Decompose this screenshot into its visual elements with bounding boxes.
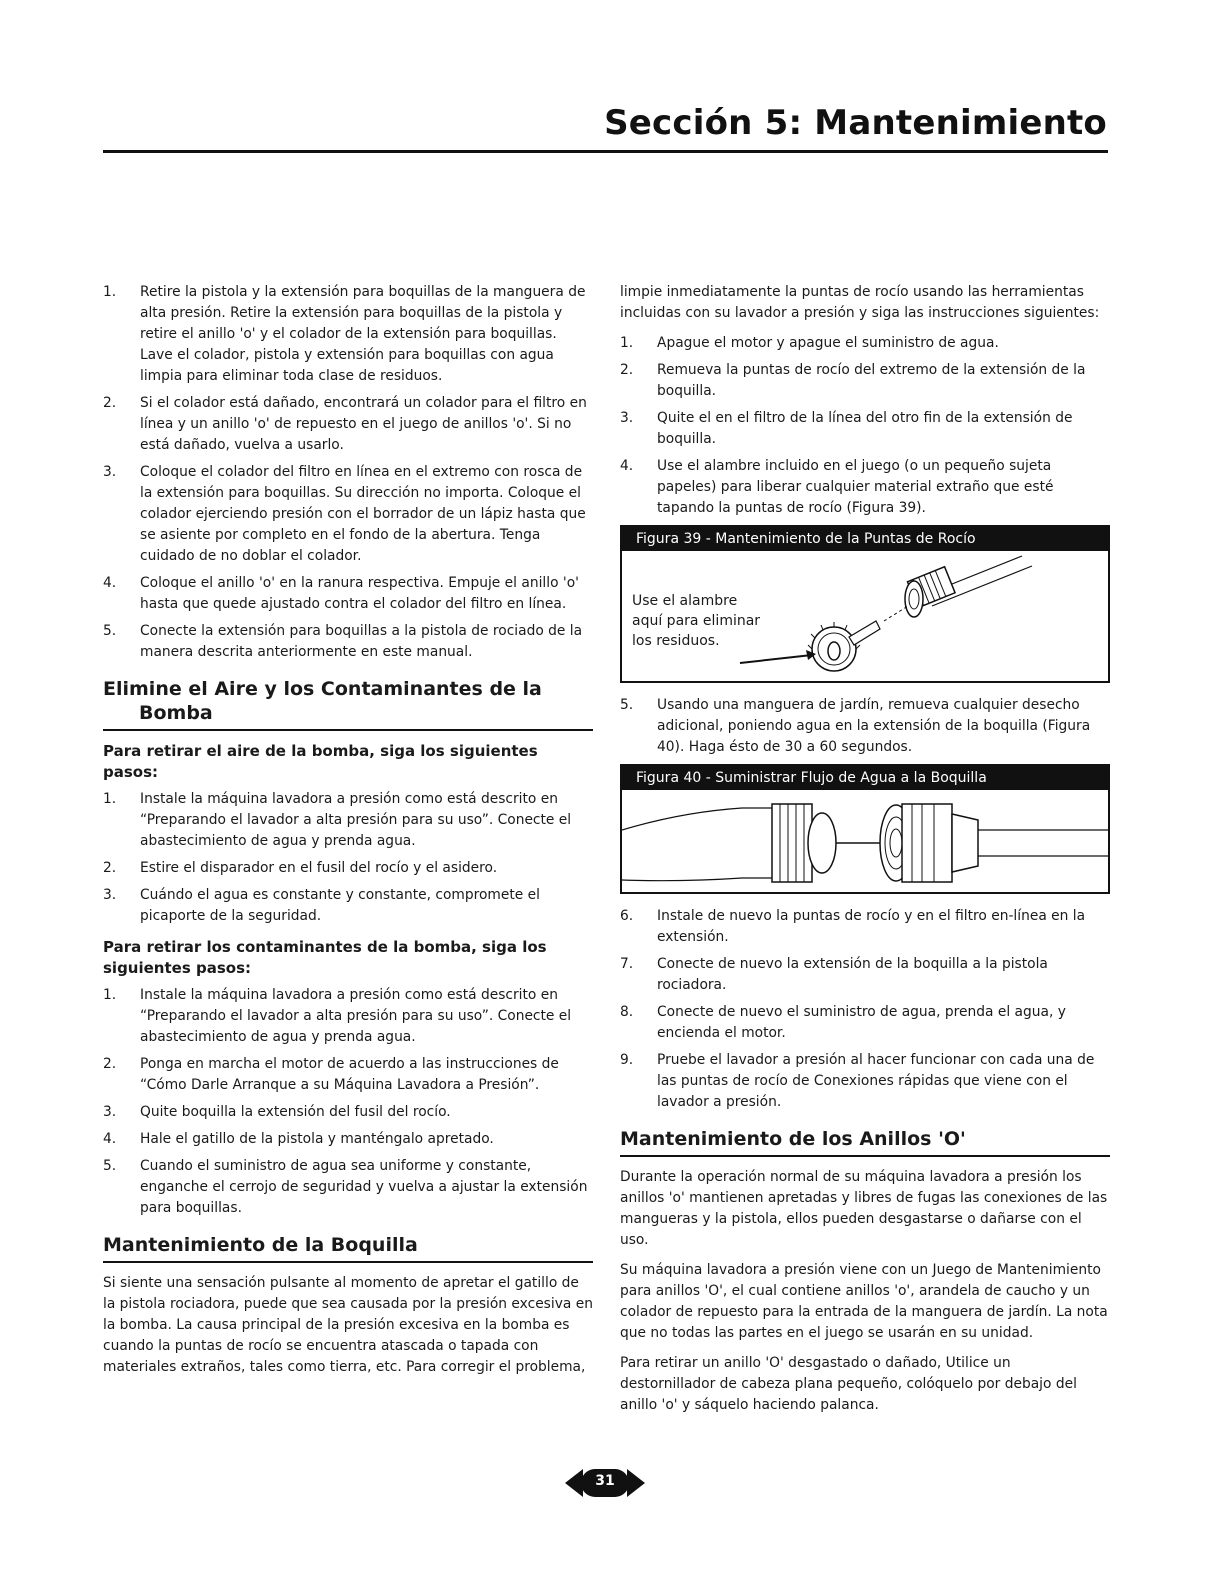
list-item: 2. Estire el disparador en el fusil del rocío y el asidero. — [103, 860, 498, 876]
list-item: 4. Use el alambre incluido en el juego (o un pequeño sujeta papeles) para liberar cualquier material extraño que esté tapando la puntas de rocío (Figura 39). — [620, 458, 1054, 516]
orings-paragraph-1: Durante la operación normal de su máquina lavadora a presión los anillos 'o' mantienen apretadas y libres de fugas las conexiones de las mangueras y la pistola, ellos pueden desgastarse o dañarse con el uso. — [620, 1169, 1108, 1248]
list-item: 3. Quite el en el filtro de la línea del otro fin de la extensión de boquilla. — [620, 410, 1073, 447]
nozzle-steps-a — [620, 333, 1110, 519]
page-number: 31 — [595, 1473, 615, 1489]
list-item: 4. Coloque el anillo 'o' en la ranura respectiva. Empuje el anillo 'o' hasta que quede ajustado contra el colador del filtro en línea. — [103, 575, 579, 612]
list-item: 6. Instale de nuevo la puntas de rocío y en el filtro en-línea en la extensión. — [620, 908, 1086, 945]
hose-flush-illustration — [622, 790, 1108, 892]
figure-39-title: Figura 39 - Mantenimiento de la Puntas de Rocío — [622, 527, 1108, 551]
page-title: Sección 5: Mantenimiento — [604, 103, 1107, 143]
list-item: 4. Hale el gatillo de la pistola y manténgalo apretado. — [103, 1131, 494, 1147]
section-heading-orings: Mantenimiento de los Anillos 'O' — [620, 1127, 1110, 1157]
list-item: 2. Remueva la puntas de rocío del extremo de la extensión de la boquilla. — [620, 362, 1086, 399]
orings-paragraph-3: Para retirar un anillo 'O' desgastado o dañado, Utilice un destornillador de cabeza plana pequeño, colóquelo por debajo del anillo 'o' y sáquelo haciendo palanca. — [620, 1355, 1077, 1413]
list-item: 8. Conecte de nuevo el suministro de agua, prenda el agua, y encienda el motor. — [620, 1004, 1066, 1041]
list-item: 5. Usando una manguera de jardín, remueva cualquier desecho adicional, poniendo agua en la extensión de la boquilla (Figura 40). Haga ésto de 30 a 60 segundos. — [620, 697, 1091, 755]
spray-tip-illustration — [622, 551, 1108, 681]
nozzle-steps-c — [620, 906, 1110, 1113]
orings-paragraph-2: Su máquina lavadora a presión viene con un Juego de Mantenimiento para anillos 'O', el cual contiene anillos 'o', arandela de caucho y un colador de repuesto para la entrada de la manguera de jardín. La nota que no todas las partes en el juego se usarán en su unidad. — [620, 1262, 1108, 1341]
list-item: 5. Conecte la extensión para boquillas a la pistola de rociado de la manera descrita anteriormente en este manual. — [103, 623, 583, 660]
page-number-badge — [565, 1466, 645, 1500]
nozzle-paragraph-continued: limpie inmediatamente la puntas de rocío usando las herramientas incluidas con su lavador a presión y siga las instrucciones siguientes: — [620, 284, 1100, 321]
list-item: 1. Instale la máquina lavadora a presión como está descrito en “Preparando el lavador a alta presión para su uso”. Conecte el abastecimiento de agua y prenda agua. — [103, 987, 572, 1045]
list-item: 5. Cuando el suministro de agua sea uniforme y constante, enganche el cerrojo de seguridad y vuelva a ajustar la extensión para boquillas. — [103, 1158, 588, 1216]
section-heading-nozzle: Mantenimiento de la Boquilla — [103, 1233, 593, 1263]
figure-39 — [620, 525, 1110, 683]
intro-steps — [103, 282, 593, 663]
list-item: 3. Cuándo el agua es constante y constante, compromete el picaporte de la seguridad. — [103, 887, 540, 924]
list-item: 2. Ponga en marcha el motor de acuerdo a las instrucciones de “Cómo Darle Arranque a su Máquina Lavadora a Presión”. — [103, 1056, 559, 1093]
left-column — [103, 282, 593, 1387]
list-item: 1. Apague el motor y apague el suministro de agua. — [620, 335, 999, 351]
subheading-contaminants: Para retirar los contaminantes de la bomba, siga los siguientes pasos: — [103, 938, 547, 977]
figure-40 — [620, 764, 1110, 894]
figure-40-title: Figura 40 - Suministrar Flujo de Agua a la Boquilla — [622, 766, 1108, 790]
subheading-air: Para retirar el aire de la bomba, siga los siguientes pasos: — [103, 742, 538, 781]
right-column — [620, 282, 1110, 1425]
nozzle-steps-b — [620, 695, 1110, 758]
figure-39-label: Use el alambre aquí para eliminar los residuos. — [632, 593, 761, 649]
list-item: 2. Si el colador está dañado, encontrará un colador para el filtro en línea y un anillo 'o' de repuesto en el juego de anillos 'o'. Si no está dañado, vuelva a usarlo. — [103, 395, 587, 453]
list-item: 9. Pruebe el lavador a presión al hacer funcionar con cada una de las puntas de rocío de Conexiones rápidas que viene con el lavador a presión. — [620, 1052, 1095, 1110]
section-heading-air: Elimine el Aire y los Contaminantes de la Bomba — [103, 677, 593, 731]
nozzle-paragraph: Si siente una sensación pulsante al momento de apretar el gatillo de la pistola rociadora, puede que sea causada por la presión excesiva en la bomba. La causa principal de la presión excesiva en la bomba es cuando la puntas de rocío se encuentra atascada o tapada con materiales extraños, tales como tierra, etc. Para corregir el problema, — [103, 1275, 593, 1375]
header-rule — [103, 150, 1108, 153]
list-item: 7. Conecte de nuevo la extensión de la boquilla a la pistola rociadora. — [620, 956, 1048, 993]
list-item: 1. Retire la pistola y la extensión para boquillas de la manguera de alta presión. Retire la extensión para boquillas de la pistola y retire el anillo 'o' y el colador de la extensión para boquillas. Lave el colador, pistola y extensión para boquillas con agua limpia para eliminar toda clase de residuos. — [103, 284, 586, 384]
list-item: 3. Coloque el colador del filtro en línea en el extremo con rosca de la extensión para boquillas. Su dirección no importa. Coloque el colador ejerciendo presión con el borrador de un lápiz hasta que se asiente por completo en el fondo de la abertura. Tenga cuidado de no doblar el colador. — [103, 464, 586, 564]
list-item: 3. Quite boquilla la extensión del fusil del rocío. — [103, 1104, 451, 1120]
contaminant-steps — [103, 985, 593, 1219]
list-item: 1. Instale la máquina lavadora a presión como está descrito en “Preparando el lavador a alta presión para su uso”. Conecte el abastecimiento de agua y prenda agua. — [103, 791, 572, 849]
air-steps — [103, 789, 593, 927]
